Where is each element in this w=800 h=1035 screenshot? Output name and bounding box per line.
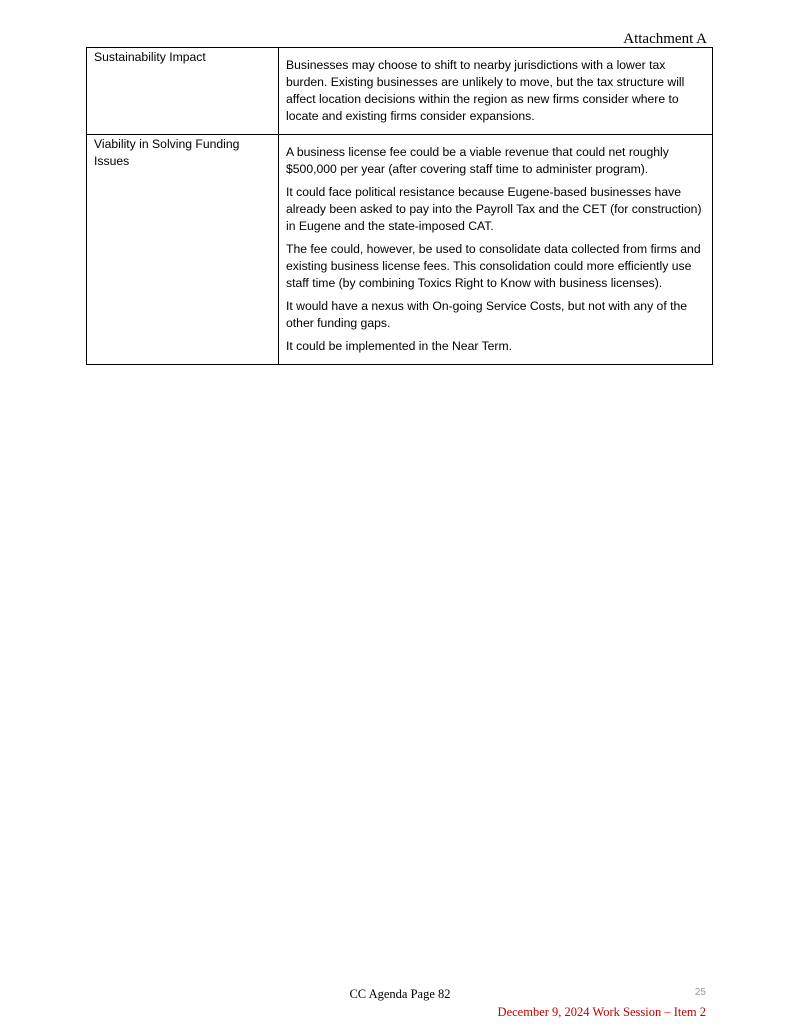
row-label: Sustainability Impact <box>87 48 279 135</box>
table-row <box>87 135 713 365</box>
table-row <box>87 48 713 135</box>
row-label: Viability in Solving Funding Issues <box>87 135 279 365</box>
work-session-label: December 9, 2024 Work Session – Item 2 <box>497 1005 706 1019</box>
evaluation-table <box>86 47 713 365</box>
paragraph: It could face political resistance because Eugene-based businesses have already been asked to pay into the Payroll Tax and the CET (for construction) in Eugene and the state-imposed CAT. <box>286 185 702 233</box>
attachment-label: Attachment A <box>623 31 707 47</box>
page-number: 25 <box>694 987 706 998</box>
paragraph: A business license fee could be a viable revenue that could net roughly $500,000 per year (after covering staff time to administer program). <box>286 145 669 176</box>
paragraph: It could be implemented in the Near Term. <box>286 339 513 353</box>
paragraph: The fee could, however, be used to consolidate data collected from firms and existing business license fees. This consolidation could more efficiently use staff time (by combining Toxics Right to Know with business licenses). <box>286 242 701 290</box>
row-description <box>279 135 713 365</box>
row-description <box>279 48 713 135</box>
paragraph: Businesses may choose to shift to nearby jurisdictions with a lower tax burden. Existing businesses are unlikely to move, but the tax structure will affect location decisions within the region as new firms consider where to locate and existing firms consider expansions. <box>286 58 685 123</box>
paragraph: It would have a nexus with On-going Service Costs, but not with any of the other funding gaps. <box>286 299 688 330</box>
agenda-page-label: CC Agenda Page 82 <box>349 987 451 1001</box>
